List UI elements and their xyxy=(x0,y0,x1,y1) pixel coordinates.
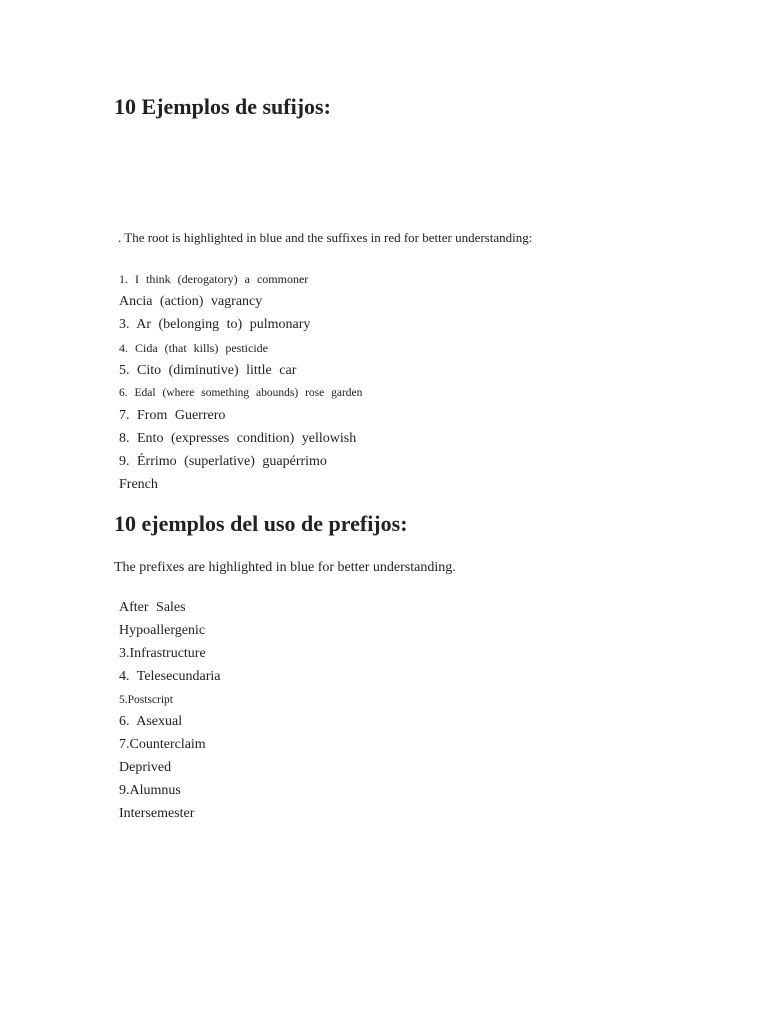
list-item: 7. From Guerrero xyxy=(119,408,226,424)
list-item: 9. Érrimo (superlative) guapérrimo xyxy=(119,454,327,470)
list-item: 6. Edal (where something abounds) rose garden xyxy=(119,387,363,400)
list-item: 5. Cito (diminutive) little car xyxy=(119,362,297,378)
list-item: Ancia (action) vagrancy xyxy=(119,293,263,309)
list-item: 4. Cida (that kills) pesticide xyxy=(119,340,268,355)
suffix-heading: 10 Ejemplos de sufijos: xyxy=(114,94,331,119)
list-item: French xyxy=(119,477,158,493)
list-item: 9.Alumnus xyxy=(119,783,181,799)
prefix-intro: The prefixes are highlighted in blue for better understanding. xyxy=(114,560,456,575)
list-item: Deprived xyxy=(119,760,172,776)
list-item: Hypoallergenic xyxy=(119,622,206,638)
list-item: After Sales xyxy=(119,600,186,615)
list-item: 8. Ento (expresses condition) yellowish xyxy=(119,431,357,447)
list-item: 1. I think (derogatory) a commoner xyxy=(119,272,309,286)
list-item: 3.Infrastructure xyxy=(119,645,206,661)
suffix-intro: . The root is highlighted in blue and the suffixes in red for better understanding: xyxy=(118,230,533,245)
prefix-heading: 10 ejemplos del uso de prefijos: xyxy=(114,511,408,536)
list-item: 4. Telesecundaria xyxy=(119,668,221,684)
list-item: 6. Asexual xyxy=(119,714,183,730)
suffix-list xyxy=(119,268,362,497)
list-item: 3. Ar (belonging to) pulmonary xyxy=(119,316,311,332)
list-item: Intersemester xyxy=(119,806,195,822)
list-item: 5.Postscript xyxy=(119,693,173,706)
list-item: 7.Counterclaim xyxy=(119,737,206,753)
prefix-list xyxy=(119,597,221,826)
